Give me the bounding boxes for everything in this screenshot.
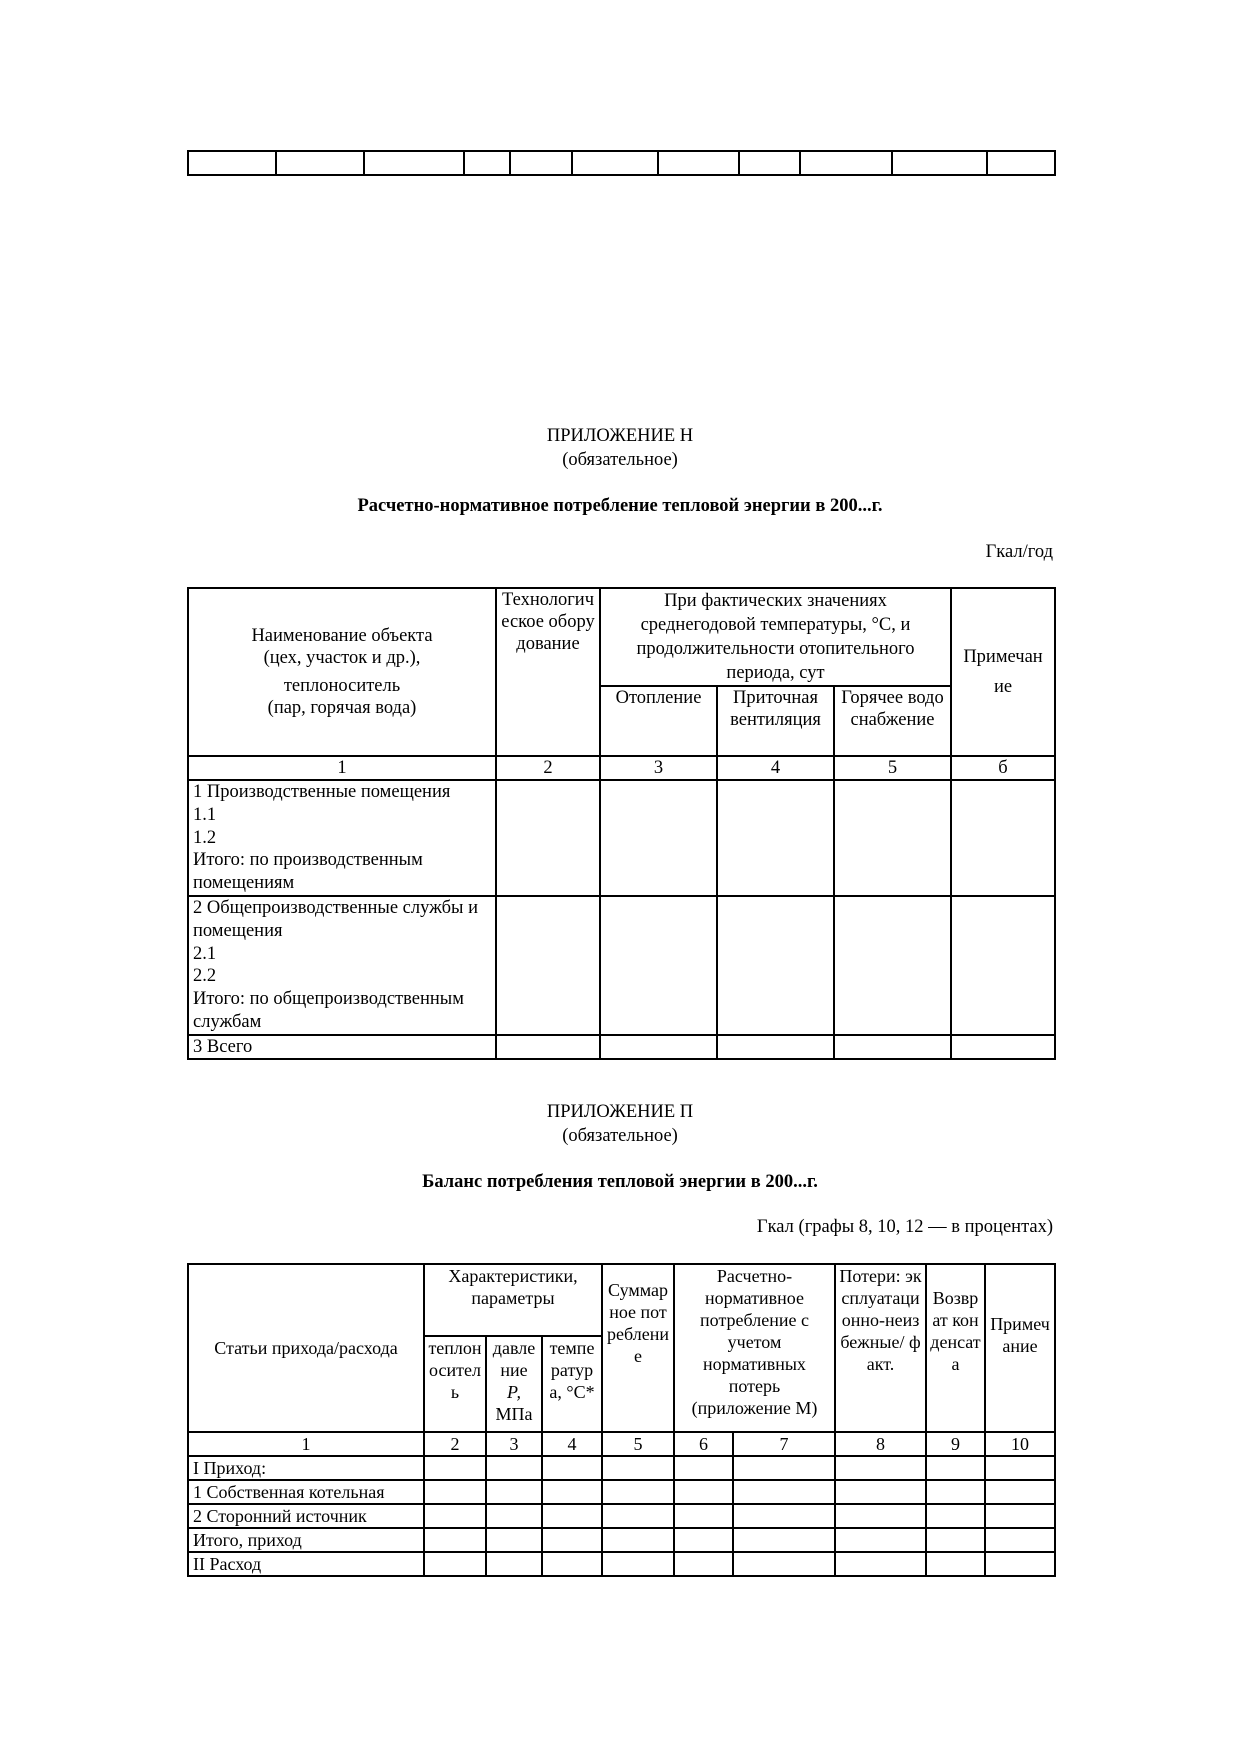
header-ventilation: Приточная вентиляция: [717, 686, 834, 756]
column-numbers-row: [188, 1432, 1055, 1456]
table-header-row: [188, 588, 1055, 686]
col-num: 7: [733, 1432, 835, 1456]
col-num: 1: [188, 756, 496, 780]
appendix-p-title: Баланс потребления тепловой энергии в 200...г.: [422, 1172, 818, 1192]
appendix-n-label: ПРИЛОЖЕНИЕ Н: [546, 426, 694, 446]
header-temperature: температура, °С*: [542, 1336, 602, 1432]
row-label: I Приход:: [188, 1456, 424, 1480]
col-num: б: [951, 756, 1055, 780]
header-note: Примечание: [985, 1264, 1055, 1432]
col-num: 1: [188, 1432, 424, 1456]
table-row: [188, 1480, 1055, 1504]
col-num: 8: [835, 1432, 926, 1456]
row-label: 2 Сторонний источник: [188, 1504, 424, 1528]
appendix-n-unit: Гкал/год: [985, 542, 1053, 562]
col-num: 9: [926, 1432, 985, 1456]
table-row: [188, 1552, 1055, 1576]
table-appendix-p: [187, 1263, 1056, 1577]
table-header-row: [188, 1264, 1055, 1336]
appendix-p-status: (обязательное): [562, 1126, 678, 1146]
table-row: [188, 1035, 1055, 1059]
row-label: II Расход: [188, 1552, 424, 1576]
col-num: 3: [486, 1432, 542, 1456]
appendix-n-title: Расчетно-нормативное потребление тепловой энергии в 200...г.: [357, 496, 883, 516]
row-total: 3 Всего: [188, 1035, 496, 1059]
header-condensate-return: Возврат конденсата: [926, 1264, 985, 1432]
header-heating: Отопление: [600, 686, 717, 756]
table-row: [188, 151, 1055, 175]
col-num: 10: [985, 1432, 1055, 1456]
table-row: [188, 780, 1055, 896]
table-row: [188, 1528, 1055, 1552]
row-label: Итого, приход: [188, 1528, 424, 1552]
table-row: [188, 1456, 1055, 1480]
col-num: 2: [424, 1432, 486, 1456]
header-total-consumption: Суммарное потребление: [602, 1264, 674, 1432]
row-general-services: 2 Общепроизводственные службы и помещения 2.1 2.2 Итого: по общепроизводственным службам: [188, 896, 496, 1035]
col-num: 4: [717, 756, 834, 780]
previous-table-fragment: [187, 150, 1056, 176]
header-hot-water: Горячее водоснабжение: [834, 686, 951, 756]
header-heat-carrier: теплоноситель: [424, 1336, 486, 1432]
col-num: 3: [600, 756, 717, 780]
header-object-name: Наименование объекта (цех, участок и др.), теплоноситель (пар, горячая вода): [188, 588, 496, 756]
header-actual-values: При фактических значениях среднегодовой температуры, °С, и продолжительности отопительного периода, сут: [600, 588, 951, 686]
header-normative-consumption: Расчетно-нормативное потребление с учетом нормативных потерь (приложение М): [674, 1264, 835, 1432]
appendix-n-status: (обязательное): [562, 450, 678, 470]
header-pressure: давление Р, МПа: [486, 1336, 542, 1432]
header-characteristics: Характеристики, параметры: [424, 1264, 602, 1336]
col-num: 6: [674, 1432, 733, 1456]
header-tech-equipment: Технологическое оборудование: [496, 588, 600, 756]
col-num: 5: [834, 756, 951, 780]
col-num: 4: [542, 1432, 602, 1456]
column-numbers-row: [188, 756, 1055, 780]
appendix-p-label: ПРИЛОЖЕНИЕ П: [546, 1102, 694, 1122]
row-production-premises: 1 Производственные помещения 1.1 1.2 Итого: по производственным помещениям: [188, 780, 496, 896]
table-appendix-n: [187, 587, 1056, 1060]
col-num: 5: [602, 1432, 674, 1456]
col-num: 2: [496, 756, 600, 780]
header-note: Примечание: [951, 588, 1055, 756]
table-row: [188, 896, 1055, 1035]
appendix-p-unit: Гкал (графы 8, 10, 12 — в процентах): [756, 1217, 1053, 1237]
table-row: [188, 1504, 1055, 1528]
header-items: Статьи прихода/расхода: [188, 1264, 424, 1432]
row-label: 1 Собственная котельная: [188, 1480, 424, 1504]
header-losses: Потери: эксплуатационно-неизбежные/ факт.: [835, 1264, 926, 1432]
